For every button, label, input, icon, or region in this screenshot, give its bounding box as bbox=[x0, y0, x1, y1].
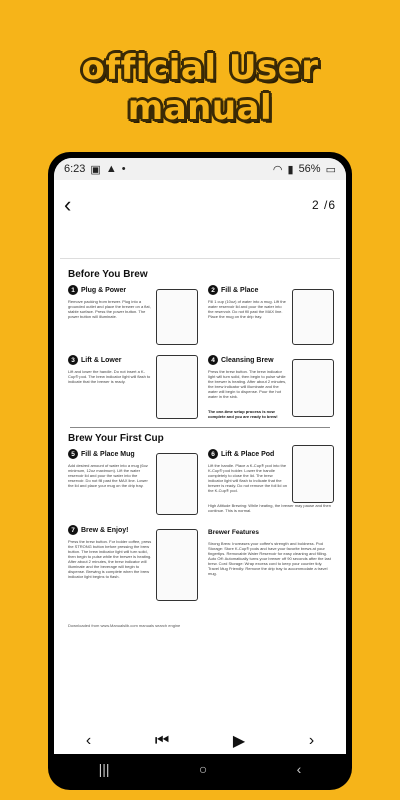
step-2-text: Fill 1 cup (10oz) of water into a mug. Lift the water reservoir lid and pour the water into the reservoir. Do not fill past the MAX line. Place the mug on the drip tray. bbox=[208, 299, 286, 319]
step-7-heading bbox=[68, 525, 128, 535]
step-3-heading bbox=[68, 355, 121, 365]
step-title: Fill & Place bbox=[221, 286, 259, 294]
system-navigation-bar bbox=[54, 754, 346, 784]
promo-title-line2: manual bbox=[127, 88, 273, 128]
setup-complete-note: The one-time setup process is now complete and you are ready to brew! bbox=[208, 409, 278, 419]
page-indicator bbox=[312, 198, 336, 212]
brewer-enjoy-illustration bbox=[156, 529, 198, 601]
step-4-heading bbox=[208, 355, 274, 365]
step-number: 5 bbox=[68, 449, 78, 459]
step-number: 6 bbox=[208, 449, 218, 459]
next-page-button[interactable]: › bbox=[308, 732, 315, 749]
first-page-button[interactable]: ⏮ bbox=[154, 732, 170, 749]
app-bar bbox=[54, 180, 346, 230]
step-number: 4 bbox=[208, 355, 218, 365]
prev-page-button[interactable]: ‹ bbox=[85, 732, 92, 749]
step-number: 7 bbox=[68, 525, 78, 535]
step-5-heading bbox=[68, 449, 135, 459]
step-number: 3 bbox=[68, 355, 78, 365]
step-title: Lift & Place Pod bbox=[221, 450, 275, 458]
step-1-heading bbox=[68, 285, 126, 295]
current-page: 2 bbox=[311, 198, 320, 212]
manual-page bbox=[60, 258, 340, 699]
step-6-heading bbox=[208, 449, 274, 459]
signal-icon: ▮ bbox=[287, 163, 294, 176]
features-heading bbox=[208, 529, 259, 536]
section-before-you-brew: Before You Brew bbox=[68, 269, 148, 280]
status-time: 6:23 bbox=[64, 163, 86, 175]
brewer-lift-illustration bbox=[156, 355, 198, 419]
pdf-viewer[interactable] bbox=[54, 230, 346, 710]
section-brew-first-cup: Brew Your First Cup bbox=[68, 433, 164, 444]
phone-frame bbox=[48, 152, 352, 790]
features-text: Strong Brew: Increases your coffee's strength and boldness. Pod Storage: Store K-Cup® pods and have your favorite brews at your fingertips. Removable Water Reservoir for easy cleaning and filling. Auto Off: Automatically turns your brewer off 90 seconds after the last brew. Cord Storage: Wrap excess cord to keep your counter tidy. Travel Mug Friendly: Remove the drip tray to accommodate a travel mug. bbox=[208, 541, 331, 576]
more-notifications-icon: • bbox=[121, 163, 126, 175]
step-title: Plug & Power bbox=[81, 286, 127, 294]
play-button[interactable]: ▶ bbox=[232, 733, 246, 750]
step-number: 2 bbox=[208, 285, 218, 295]
step-7-text: Press the brew button. For bolder coffee, press the STRONG button before pressing the brew button. The brew indicator light will turn solid, then begin to pulse while the brewer is heating. After about 2 minutes, the brew indicator will illuminate and the beverage will begin to dispense. Brewing is complete when the brew indicator light begins to flash. bbox=[68, 539, 152, 579]
brewer-cleansing-illustration bbox=[292, 359, 334, 417]
high-altitude-note: High Altitude Brewing: While heating, the brewer may pause and then continue. This is normal. bbox=[208, 503, 331, 513]
brewer-pod-illustration bbox=[292, 445, 334, 503]
step-title: Lift & Lower bbox=[81, 356, 122, 364]
system-back-button[interactable]: ‹ bbox=[296, 761, 302, 777]
step-6-text: Lift the handle. Place a K-Cup® pod into the K-Cup® pod holder. Lower the handle completely to close the lid. The brew indicator light will flash to indicate that the brewer is ready. Do not remove the foil lid on the K-Cup® pod. bbox=[208, 463, 288, 493]
image-notification-icon: ▣ bbox=[90, 163, 101, 176]
home-button[interactable]: ○ bbox=[198, 761, 208, 777]
section-divider bbox=[70, 427, 330, 428]
battery-icon: ▭ bbox=[325, 163, 336, 176]
step-title: Fill & Place Mug bbox=[81, 450, 135, 458]
step-title: Brew & Enjoy! bbox=[81, 526, 129, 534]
phone-screen bbox=[54, 158, 346, 784]
step-number: 1 bbox=[68, 285, 78, 295]
total-pages: /6 bbox=[323, 198, 336, 212]
status-bar bbox=[54, 158, 346, 180]
battery-percent: 56% bbox=[298, 163, 321, 175]
back-arrow-icon[interactable]: ‹ bbox=[64, 192, 72, 217]
brewer-fill-illustration bbox=[292, 289, 334, 345]
promo-title-line1: official User bbox=[81, 48, 319, 88]
manualslib-footer-link[interactable]: Downloaded from www.Manualslib.com manuals search engine bbox=[68, 623, 181, 628]
step-1-text: Remove packing from brewer. Plug into a grounded outlet and place the brewer on a flat, stable surface. Press the power button. The power button will illuminate. bbox=[68, 299, 151, 319]
step-4-text: Press the brew button. The brew indicator light will turn solid, then begin to pulse while the brewer is heating. After about 2 minutes, the brew indicator will illuminate and the water will begin to dispense. Pour the hot water in the sink. bbox=[208, 369, 287, 399]
step-2-heading bbox=[208, 285, 258, 295]
features-title: Brewer Features bbox=[208, 529, 259, 536]
wifi-icon: ◠ bbox=[272, 163, 283, 176]
brewer-mug-illustration bbox=[156, 453, 198, 515]
alert-notification-icon: ▲ bbox=[105, 163, 117, 175]
step-title: Cleansing Brew bbox=[221, 356, 274, 364]
step-5-text: Add desired amount of water into a mug (6oz minimum, 12oz maximum). Lift the water reservoir lid and pour the water into the reservoir. Do not fill past the MAX line. Lower the lid and place your mug on the drip tray. bbox=[68, 463, 148, 488]
viewer-navigation bbox=[54, 726, 346, 756]
step-3-text: Lift and lower the handle. Do not insert a K-Cup® pod. The brew indicator light will flash to indicate that the brewer is ready. bbox=[68, 369, 151, 384]
recents-button[interactable]: ||| bbox=[98, 761, 110, 777]
brewer-plug-illustration bbox=[156, 289, 198, 345]
